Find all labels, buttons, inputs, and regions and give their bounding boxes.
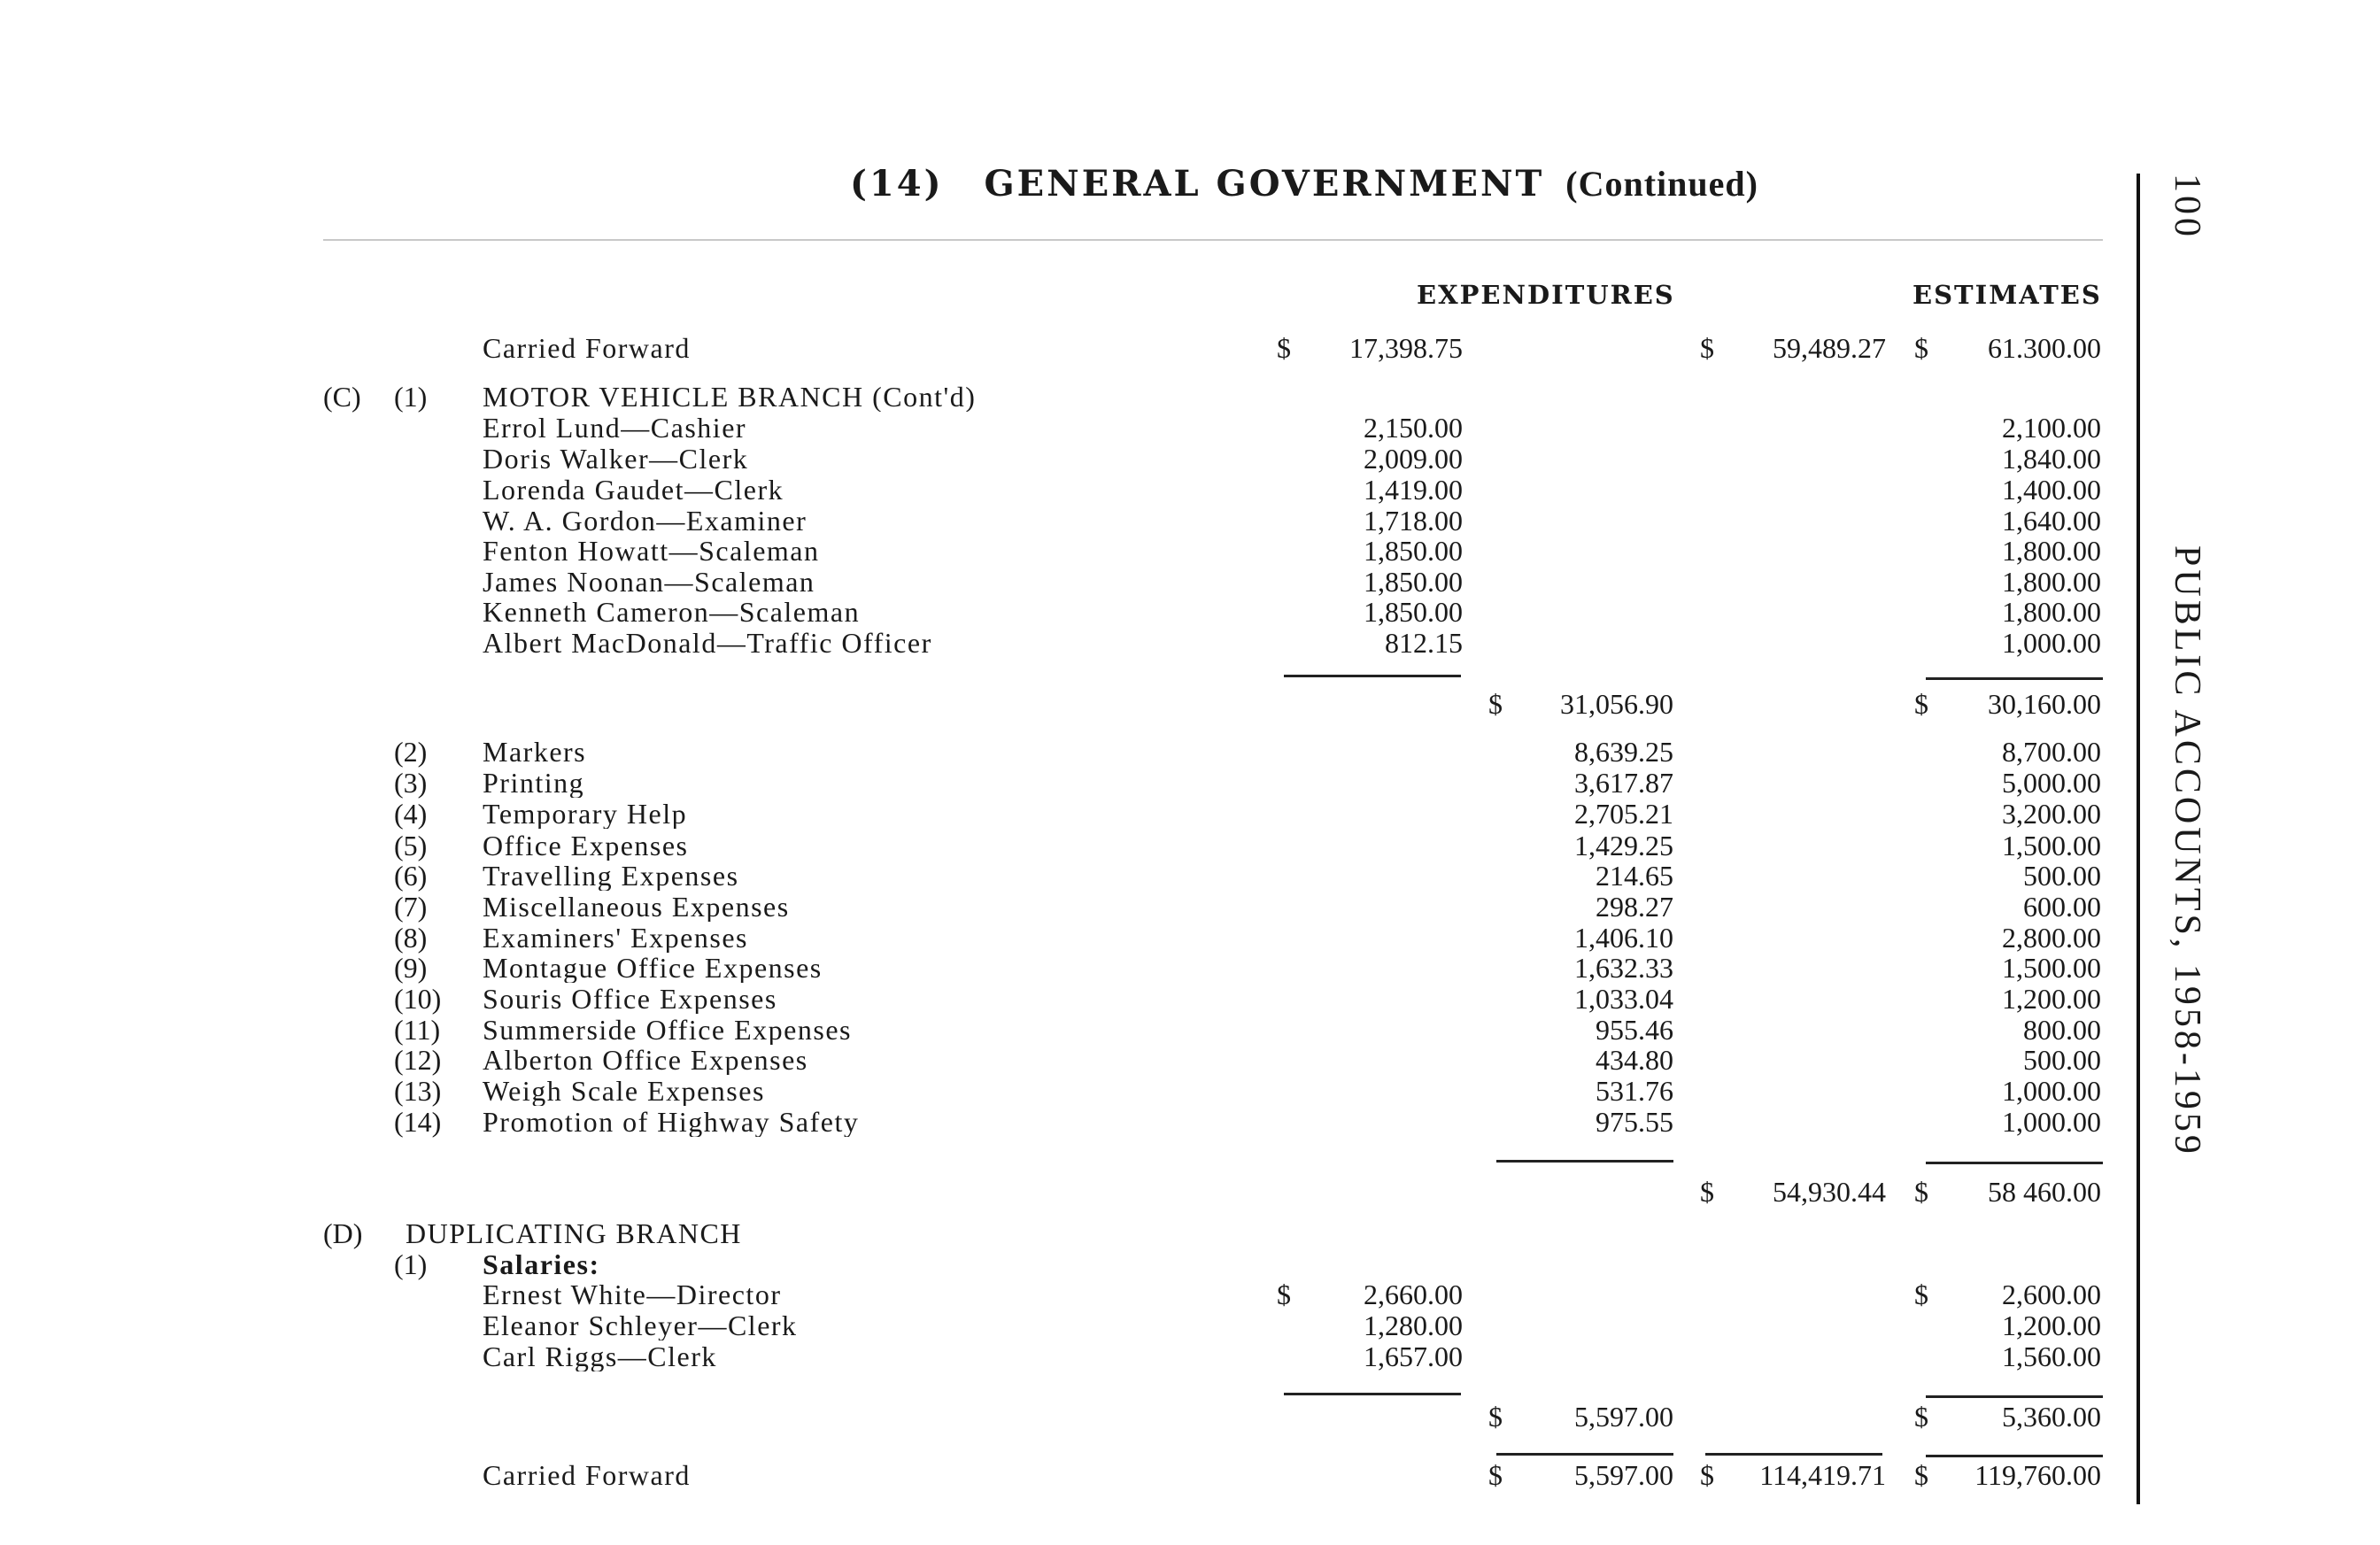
amount-col-4: 1,200.00: [2002, 1309, 2101, 1341]
item-label: [483, 382, 1209, 412]
item-label-text: Eleanor Schleyer—Clerk: [483, 1310, 798, 1340]
item-label: [483, 1107, 1209, 1137]
dollar-sign: $: [1700, 1176, 1714, 1208]
amount-col-4: 1,000.00: [2002, 627, 2101, 659]
section-number: (14): [850, 163, 944, 205]
item-label: [483, 1279, 1209, 1309]
item-label: [483, 567, 1209, 597]
item-label-text: Examiners' Expenses: [483, 923, 748, 953]
amount-col-4: 1,840.00: [2002, 443, 2101, 475]
ledger-row: [0, 1279, 2125, 1309]
item-label: [483, 892, 1209, 922]
item-number: (7): [394, 891, 428, 923]
item-label-text: Printing: [483, 768, 585, 798]
item-label-text: MOTOR VEHICLE BRANCH (Cont'd): [483, 382, 977, 412]
amount-col-2: 975.55: [1596, 1106, 1673, 1138]
amount-col-3: 54,930.44: [1773, 1176, 1886, 1208]
amount-col-4: 800.00: [2023, 1014, 2101, 1046]
amount-col-2: 8,639.25: [1574, 736, 1673, 768]
item-label: [483, 768, 1209, 798]
item-label-text: Montague Office Expenses: [483, 953, 823, 983]
total-rule: [1926, 1455, 2103, 1457]
item-label-text: Markers: [483, 737, 587, 767]
dollar-sign: $: [1914, 1401, 1928, 1433]
ledger-row: [0, 768, 2125, 798]
item-label: [483, 1076, 1209, 1106]
item-number: (3): [394, 767, 428, 799]
item-label-text: DUPLICATING BRANCH: [406, 1218, 742, 1248]
item-label: [483, 628, 1209, 658]
item-number: (2): [394, 736, 428, 768]
item-label: [483, 413, 1209, 443]
ledger-row: [0, 892, 2125, 922]
ledger-row: [0, 984, 2125, 1014]
ledger-row: [0, 536, 2125, 566]
item-number: (14): [394, 1106, 442, 1138]
ledger-row: [0, 1076, 2125, 1106]
item-label-text: Temporary Help: [483, 799, 688, 829]
amount-col-2: 1,033.04: [1574, 983, 1673, 1015]
amount-col-4: 2,600.00: [2002, 1278, 2101, 1310]
ledger-row: [0, 861, 2125, 891]
amount-col-1: 2,150.00: [1364, 412, 1463, 444]
item-number: (9): [394, 952, 428, 984]
item-label: [483, 861, 1209, 891]
item-number: (11): [394, 1014, 441, 1046]
amount-col-1: 2,660.00: [1364, 1278, 1463, 1310]
amount-col-4: 1,800.00: [2002, 596, 2101, 628]
amount-col-4: 1,500.00: [2002, 952, 2101, 984]
amount-col-1: 1,657.00: [1364, 1340, 1463, 1372]
header-rule: [323, 239, 2103, 241]
dollar-sign: $: [1700, 1459, 1714, 1491]
side-header: [2166, 174, 2208, 1156]
ledger-row: [0, 333, 2125, 363]
dollar-sign: $: [1488, 688, 1503, 720]
amount-col-4: 5,000.00: [2002, 767, 2101, 799]
ledger-row: [0, 799, 2125, 829]
item-label-text: Office Expenses: [483, 830, 689, 861]
amount-col-2: 31,056.90: [1560, 688, 1673, 720]
amount-col-4: 500.00: [2023, 860, 2101, 892]
ledger-row: [0, 1341, 2125, 1371]
item-label: [483, 1310, 1209, 1340]
amount-col-2: 1,406.10: [1574, 922, 1673, 954]
subtotal-rule: [1284, 1393, 1461, 1395]
page-number: 100: [2167, 174, 2207, 240]
continued-label: (Continued): [1565, 164, 1758, 204]
amount-col-1: 1,850.00: [1364, 596, 1463, 628]
amount-col-1: 1,850.00: [1364, 566, 1463, 598]
amount-col-4: 1,800.00: [2002, 566, 2101, 598]
amount-col-1: 812.15: [1385, 627, 1463, 659]
item-label: [483, 506, 1209, 536]
section-code: (C): [323, 381, 361, 413]
amount-col-4: 2,100.00: [2002, 412, 2101, 444]
amount-col-4: 30,160.00: [1988, 688, 2101, 720]
amount-col-1: 17,398.75: [1349, 332, 1463, 364]
item-number: (5): [394, 830, 428, 861]
total-rule: [1705, 1453, 1882, 1456]
item-label-text: Lorenda Gaudet—Clerk: [483, 475, 784, 505]
expenditures-heading: EXPENDITURES: [1417, 280, 1675, 310]
amount-col-1: 1,419.00: [1364, 474, 1463, 506]
item-label: [483, 984, 1209, 1014]
ledger-row: [0, 1310, 2125, 1340]
amount-col-4: 1,500.00: [2002, 830, 2101, 861]
section-heading-row: [0, 1218, 2125, 1248]
amount-col-1: 1,280.00: [1364, 1309, 1463, 1341]
amount-col-4: 600.00: [2023, 891, 2101, 923]
section-code: (D): [323, 1217, 363, 1249]
item-label: [483, 444, 1209, 474]
ledger-row: [0, 506, 2125, 536]
item-label-text: Miscellaneous Expenses: [483, 892, 790, 922]
subtotal-rule: [1284, 675, 1461, 677]
ledger-row: [0, 1107, 2125, 1137]
amount-col-2: 214.65: [1596, 860, 1673, 892]
amount-col-2: 955.46: [1596, 1014, 1673, 1046]
amount-col-4: 1,200.00: [2002, 983, 2101, 1015]
amount-col-4: 1,400.00: [2002, 474, 2101, 506]
item-label-text: Errol Lund—Cashier: [483, 413, 747, 443]
dollar-sign: $: [1914, 332, 1928, 364]
amount-col-2: 1,632.33: [1574, 952, 1673, 984]
section-heading-row: [0, 382, 2125, 412]
ledger-row: [0, 953, 2125, 983]
item-label: [483, 1015, 1209, 1045]
amount-col-4: 1,800.00: [2002, 535, 2101, 567]
ledger-row: [0, 1015, 2125, 1045]
subtotal-rule: [1926, 1395, 2103, 1398]
amount-col-1: 2,009.00: [1364, 443, 1463, 475]
ledger-row: [0, 1249, 2125, 1279]
amount-col-1: 1,718.00: [1364, 505, 1463, 537]
item-label-text: W. A. Gordon—Examiner: [483, 506, 808, 536]
item-label-text: Carried Forward: [483, 1460, 691, 1490]
item-number: (1): [394, 1248, 428, 1280]
item-label: [483, 597, 1209, 627]
item-number: (13): [394, 1075, 442, 1107]
dollar-sign: $: [1488, 1401, 1503, 1433]
ledger-row: [0, 1460, 2125, 1490]
item-label: [483, 953, 1209, 983]
item-label: [406, 1218, 1132, 1248]
section-title: GENERAL GOVERNMENT: [984, 163, 1545, 205]
item-label: [483, 475, 1209, 505]
amount-col-2: 531.76: [1596, 1075, 1673, 1107]
ledger-row: [0, 413, 2125, 443]
item-number: (10): [394, 983, 442, 1015]
amount-col-3: 59,489.27: [1773, 332, 1886, 364]
total-rule: [1496, 1453, 1673, 1456]
item-label: [483, 799, 1209, 829]
item-label: [483, 737, 1209, 767]
amount-col-4: 2,800.00: [2002, 922, 2101, 954]
amount-col-2: 1,429.25: [1574, 830, 1673, 861]
amount-col-2: 3,617.87: [1574, 767, 1673, 799]
amount-col-1: 1,850.00: [1364, 535, 1463, 567]
item-label-text: Souris Office Expenses: [483, 984, 777, 1014]
ledger-row: [0, 597, 2125, 627]
ledger-row: [0, 444, 2125, 474]
amount-col-4: 1,000.00: [2002, 1106, 2101, 1138]
subtotal-row: [0, 1177, 2125, 1207]
item-label-text: Travelling Expenses: [483, 861, 739, 891]
item-label-text: Promotion of Highway Safety: [483, 1107, 860, 1137]
amount-col-4: 1,000.00: [2002, 1075, 2101, 1107]
amount-col-2: 2,705.21: [1574, 798, 1673, 830]
item-label: [483, 536, 1209, 566]
item-label-text: Summerside Office Expenses: [483, 1015, 852, 1045]
dollar-sign: $: [1914, 1459, 1928, 1491]
amount-col-4: 500.00: [2023, 1044, 2101, 1076]
amount-col-2: 5,597.00: [1574, 1401, 1673, 1433]
item-label-text: Ernest White—Director: [483, 1279, 782, 1309]
item-label-text: James Noonan—Scaleman: [483, 567, 815, 597]
dollar-sign: $: [1277, 1278, 1291, 1310]
dollar-sign: $: [1700, 332, 1714, 364]
item-label-text: Carried Forward: [483, 333, 691, 363]
amount-col-4: 5,360.00: [2002, 1401, 2101, 1433]
subtotal-rule: [1496, 1160, 1673, 1163]
item-label: [483, 333, 1209, 363]
amount-col-4: 58 460.00: [1988, 1176, 2101, 1208]
item-number: (8): [394, 922, 428, 954]
item-label: [483, 1341, 1209, 1371]
item-number: (12): [394, 1044, 442, 1076]
ledger-row: [0, 628, 2125, 658]
estimates-heading: ESTIMATES: [1912, 280, 2102, 310]
subtotal-rule: [1926, 677, 2103, 680]
amount-col-4: 61.300.00: [1988, 332, 2101, 364]
item-label-text: Albert MacDonald—Traffic Officer: [483, 628, 932, 658]
amount-col-4: 1,640.00: [2002, 505, 2101, 537]
item-number: (1): [394, 381, 428, 413]
ledger-row: [0, 475, 2125, 505]
dollar-sign: $: [1914, 1176, 1928, 1208]
item-label-text: Fenton Howatt—Scaleman: [483, 536, 820, 566]
item-label-text: Alberton Office Expenses: [483, 1045, 808, 1075]
amount-col-2: 5,597.00: [1574, 1459, 1673, 1491]
ledger-row: [0, 830, 2125, 861]
item-number: (6): [394, 860, 428, 892]
item-label: [483, 1460, 1209, 1490]
item-label: [483, 830, 1209, 861]
side-title: PUBLIC ACCOUNTS, 1958-1959: [2167, 545, 2207, 1157]
ledger-row: [0, 737, 2125, 767]
amount-col-3: 114,419.71: [1759, 1459, 1886, 1491]
dollar-sign: $: [1277, 332, 1291, 364]
item-label: [483, 1045, 1209, 1075]
item-label: [483, 1249, 1209, 1279]
dollar-sign: $: [1488, 1459, 1503, 1491]
amount-col-4: 1,560.00: [2002, 1340, 2101, 1372]
dollar-sign: $: [1914, 688, 1928, 720]
item-number: (4): [394, 798, 428, 830]
amount-col-4: 119,760.00: [1974, 1459, 2101, 1491]
subtotal-rule: [1926, 1162, 2103, 1164]
ledger-row: [0, 567, 2125, 597]
amount-col-4: 8,700.00: [2002, 736, 2101, 768]
subtotal-row: [0, 1402, 2125, 1432]
item-label: [483, 923, 1209, 953]
item-label-text: Doris Walker—Clerk: [483, 444, 749, 474]
item-label-text: Kenneth Cameron—Scaleman: [483, 597, 861, 627]
page-title: [850, 163, 1758, 205]
amount-col-4: 3,200.00: [2002, 798, 2101, 830]
dollar-sign: $: [1914, 1278, 1928, 1310]
subtotal-row: [0, 689, 2125, 719]
item-label-text: Weigh Scale Expenses: [483, 1076, 765, 1106]
ledger-row: [0, 923, 2125, 953]
amount-col-2: 298.27: [1596, 891, 1673, 923]
item-label-text: Carl Riggs—Clerk: [483, 1341, 717, 1371]
ledger-row: [0, 1045, 2125, 1075]
margin-rule: [2137, 174, 2140, 1504]
item-label-text: Salaries:: [483, 1249, 600, 1279]
amount-col-2: 434.80: [1596, 1044, 1673, 1076]
